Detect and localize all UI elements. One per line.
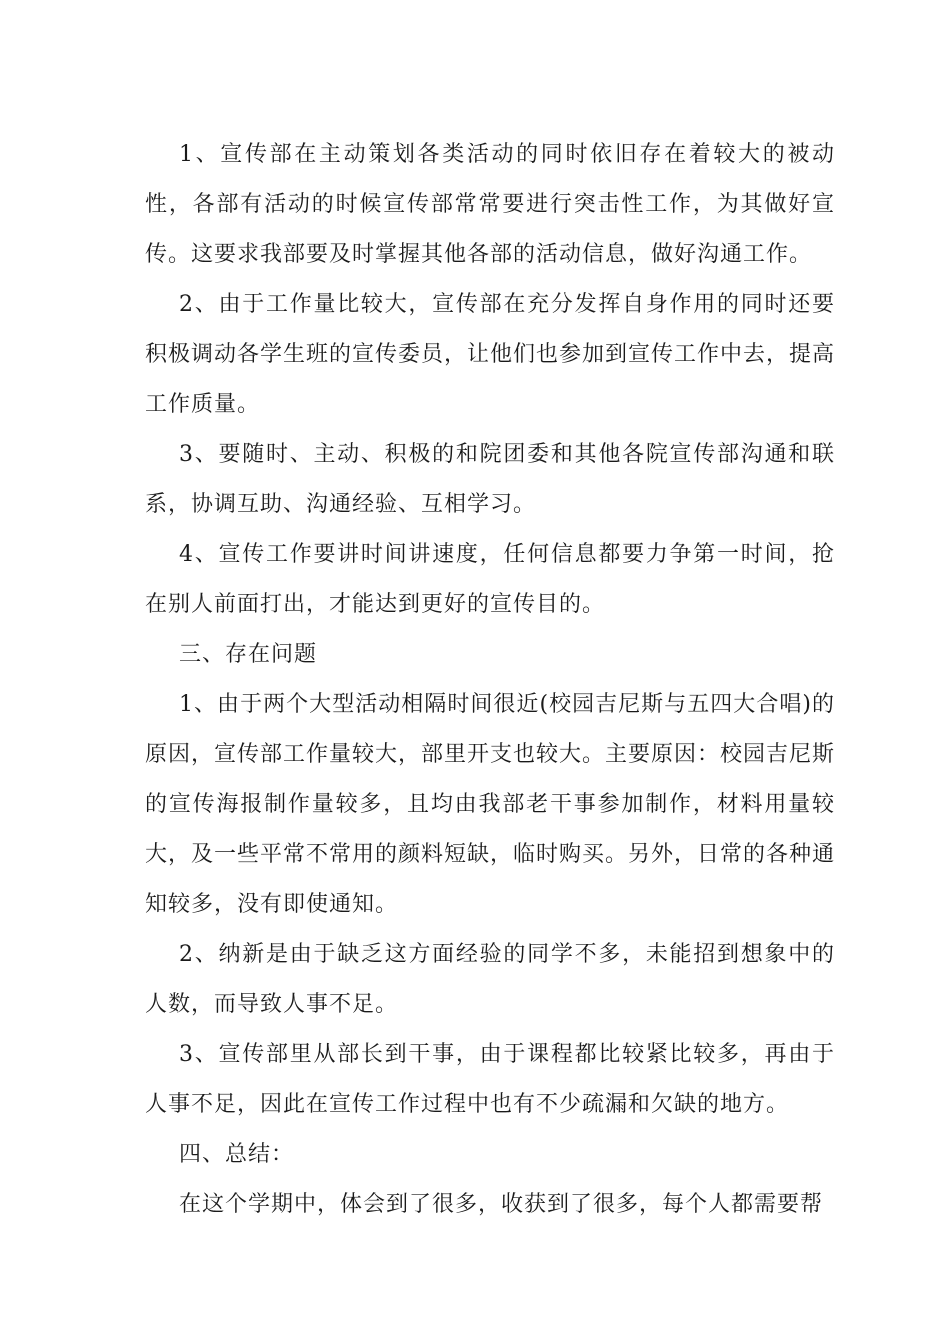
paragraph-measure-2: 2、由于工作量比较大，宣传部在充分发挥自身作用的同时还要积极调动各学生班的宣传委员，让他们也参加到宣传工作中去，提高工作质量。 xyxy=(145,292,836,417)
document-body xyxy=(145,130,835,1230)
paragraph-measure-4: 4、宣传工作要讲时间讲速度，任何信息都要力争第一时间，抢在别人前面打出，才能达到更好的宣传目的。 xyxy=(145,542,835,617)
paragraph-summary: 在这个学期中，体会到了很多，收获到了很多，每个人都需要帮 xyxy=(179,1192,824,1217)
paragraph-problem-3: 3、宣传部里从部长到干事，由于课程都比较紧比较多，再由于人事不足，因此在宣传工作过程中也有不少疏漏和欠缺的地方。 xyxy=(145,1042,835,1117)
section-heading-problems: 三、存在问题 xyxy=(179,642,318,667)
paragraph-problem-2: 2、纳新是由于缺乏这方面经验的同学不多，未能招到想象中的人数，而导致人事不足。 xyxy=(145,942,835,1017)
paragraph-problem-1: 1、由于两个大型活动相隔时间很近(校园吉尼斯与五四大合唱)的原因，宣传部工作量较大，部里开支也较大。主要原因：校园吉尼斯的宣传海报制作量较多，且均由我部老干事参加制作，材料用量较大，及一些平常不常用的颜料短缺，临时购买。另外，日常的各种通知较多，没有即使通知。 xyxy=(145,692,836,917)
paragraph-measure-1: 1、宣传部在主动策划各类活动的同时依旧存在着较大的被动性，各部有活动的时候宣传部常常要进行突击性工作，为其做好宣传。这要求我部要及时掌握其他各部的活动信息，做好沟通工作。 xyxy=(145,142,835,267)
section-heading-summary: 四、总结： xyxy=(179,1142,295,1167)
paragraph-measure-3: 3、要随时、主动、积极的和院团委和其他各院宣传部沟通和联系，协调互助、沟通经验、互相学习。 xyxy=(145,442,835,517)
